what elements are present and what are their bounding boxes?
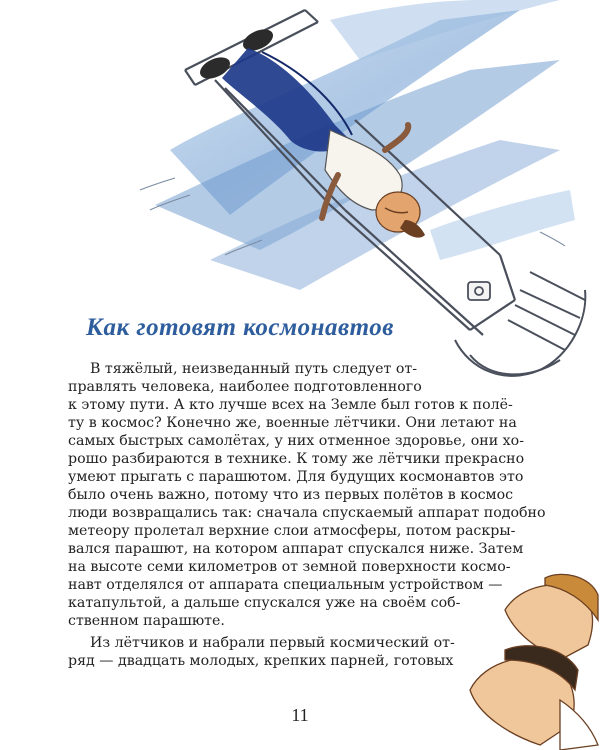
text-line: ственном парашюте. [68,613,225,629]
sky-wash [155,0,575,290]
section-heading: Как готовят космонавтов [86,314,394,341]
text-line: навт отделялся от аппарата специальным устройством — [68,577,503,593]
text-line: самых быстрых самолётах, у них отменное здоровье, они хо- [68,433,525,449]
text-line: вался парашют, на котором аппарат спускался ниже. Затем [68,541,524,557]
text-line: катапультой, а дальше спускался уже на своём соб- [68,595,461,611]
text-line: ряд — двадцать молодых, крепких парней, готовых [68,653,454,669]
text-line: Из лётчиков и набрали первый космический от- [90,635,455,651]
text-line: метеору пролетал верхние слои атмосферы, потом раскры- [68,523,516,539]
text-line: ту в космос? Конечно же, военные лётчики. Они летают на [68,415,517,431]
rotor-hub [468,282,490,300]
text-line: люди возвращались так: сначала спускаемый аппарат подобно [68,505,546,521]
text-line: умеют прыгать с парашютом. Для будущих космонавтов это [68,469,524,485]
text-line: правлять человека, наиболее подготовленного [68,379,422,395]
text-line: к этому пути. А кто лучше всех на Земле был готов к полё- [68,397,513,413]
text-line: на высоте семи километров от земной поверхности космо- [68,559,511,575]
text-line: рошо разбираются в технике. К тому же лётчики прекрасно [68,451,525,467]
page-number: 11 [291,705,309,725]
text-line: В тяжёлый, неизведанный путь следует от- [90,361,418,377]
text-line: было очень важно, потому что из первых полётов в космос [68,487,514,503]
